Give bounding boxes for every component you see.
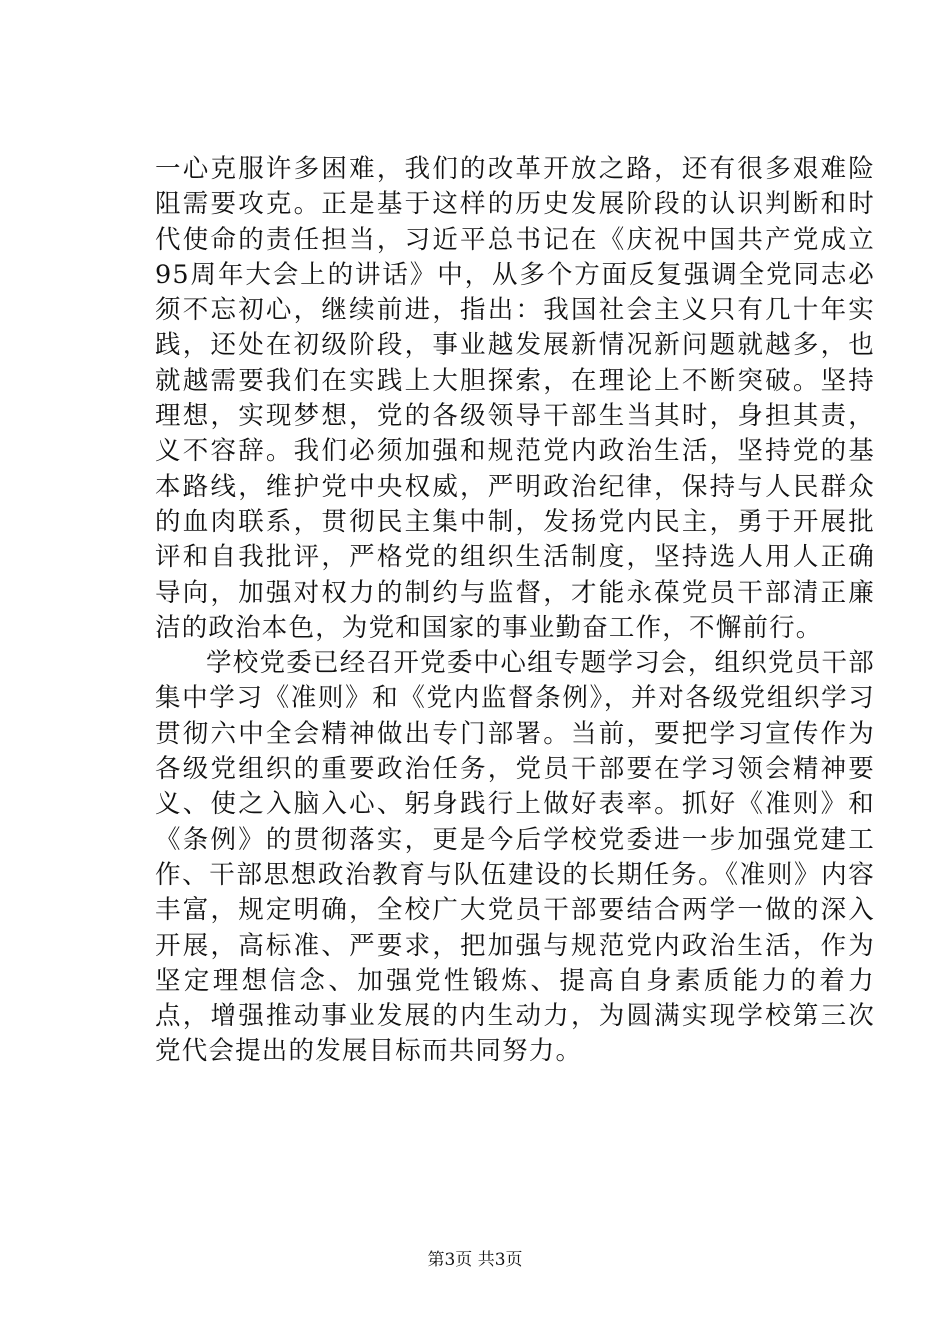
paragraph-continuation: 一心克服许多困难，我们的改革开放之路，还有很多艰难险阻需要攻克。正是基于这样的历史发展阶段的认识判断和时代使命的责任担当，习近平总书记在《庆祝中国共产党成立95周年大会上的讲话》中，从多个方面反复强调全党同志必须不忘初心，继续前进，指出：我国社会主义只有几十年实践，还处在初级阶段，事业越发展新情况新问题就越多，也就越需要我们在实践上大胆探索，在理论上不断突破。坚持理想，实现梦想，党的各级领导干部生当其时，身担其责，义不容辞。我们必须加强和规范党内政治生活，坚持党的基本路线，维护党中央权威，严明政治纪律，保持与人民群众的血肉联系，贯彻民主集中制，发扬党内民主，勇于开展批评和自我批评，严格党的组织生活制度，坚持选人用人正确导向，加强对权力的制约与监督，才能永葆党员干部清正廉洁的政治本色，为党和国家的事业勤奋工作，不懈前行。 — [155, 154, 875, 643]
paragraph-study-meeting: 学校党委已经召开党委中心组专题学习会，组织党员干部集中学习《准则》和《党内监督条例》，并对各级党组织学习贯彻六中全会精神做出专门部署。当前，要把学习宣传作为各级党组织的重要政治任务，党员干部要在学习领会精神要义、使之入脑入心、躬身践行上做好表率。抓好《准则》和《条例》的贯彻落实，更是今后学校党委进一步加强党建工作、干部思想政治教育与队伍建设的长期任务。《准则》内容丰富，规定明确，全校广大党员干部要结合两学一做的深入开展，高标准、严要求，把加强与规范党内政治生活，作为坚定理想信念、加强党性锻炼、提高自身素质能力的着力点，增强推动事业发展的内生动力，为圆满实现学校第三次党代会提出的发展目标而共同努力。 — [155, 648, 875, 1067]
document-body — [155, 152, 875, 1070]
page-number-footer: 第3页 共3页 — [427, 1250, 523, 1270]
